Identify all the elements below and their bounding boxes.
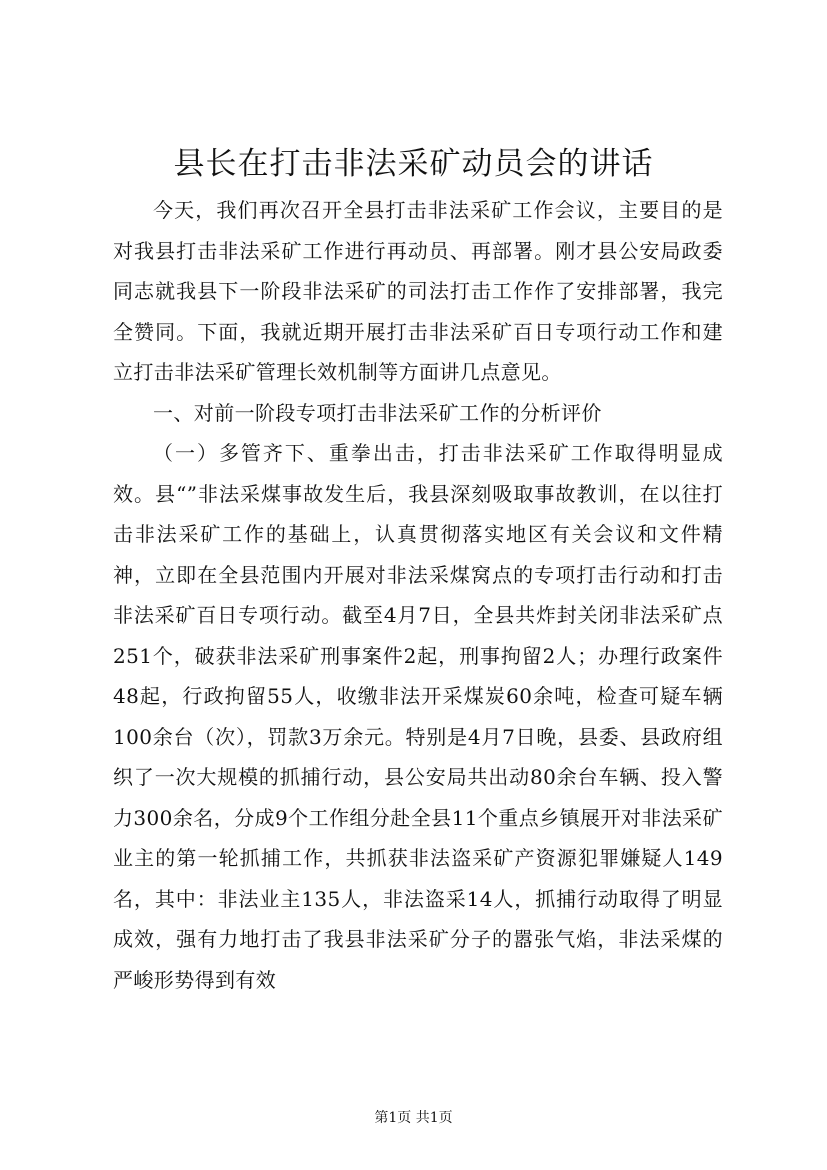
paragraph-section-1-1: （一）多管齐下、重拳出击，打击非法采矿工作取得明显成效。县“”非法采煤事故发生后，我县深刻吸取事故教训，在以往打击非法采矿工作的基础上，认真贯彻落实地区有关会议和文件精神，立即在全县范围内开展对非法采煤窝点的专项打击行动和打击非法采矿百日专项行动。截至4月7日，全县共炸封关闭非法采矿点251个，破获非法采矿刑事案件2起，刑事拘留2人；办理行政案件48起，行政拘留55人，收缴非法开采煤炭60余吨，检查可疑车辆100余台（次），罚款3万余元。特别是4月7日晚，县委、县政府组织了一次大规模的抓捕行动，县公安局共出动80余台车辆、投入警力300余名，分成9个工作组分赴全县11个重点乡镇展开对非法采矿业主的第一轮抓捕工作，共抓获非法盗采矿产资源犯罪嫌疑人149名，其中：非法业主135人，非法盗采14人，抓捕行动取得了明显成效，强有力地打击了我县非法采矿分子的嚣张气焰，非法采煤的严峻形势得到有效 bbox=[113, 441, 723, 992]
section-heading-1: 一、对前一阶段专项打击非法采矿工作的分析评价 bbox=[153, 400, 602, 425]
document-title: 县长在打击非法采矿动员会的讲话 bbox=[173, 146, 654, 182]
document-body bbox=[113, 190, 723, 1000]
paragraph-intro: 今天，我们再次召开全县打击非法采矿工作会议，主要目的是对我县打击非法采矿工作进行再动员、再部署。刚才县公安局政委同志就我县下一阶段非法采矿的司法打击工作作了安排部署，我完全赞同。下面，我就近期开展打击非法采矿百日专项行动工作和建立打击非法采矿管理长效机制等方面讲几点意见。 bbox=[113, 198, 723, 384]
page-footer: 第1页 共1页 bbox=[374, 1110, 453, 1126]
